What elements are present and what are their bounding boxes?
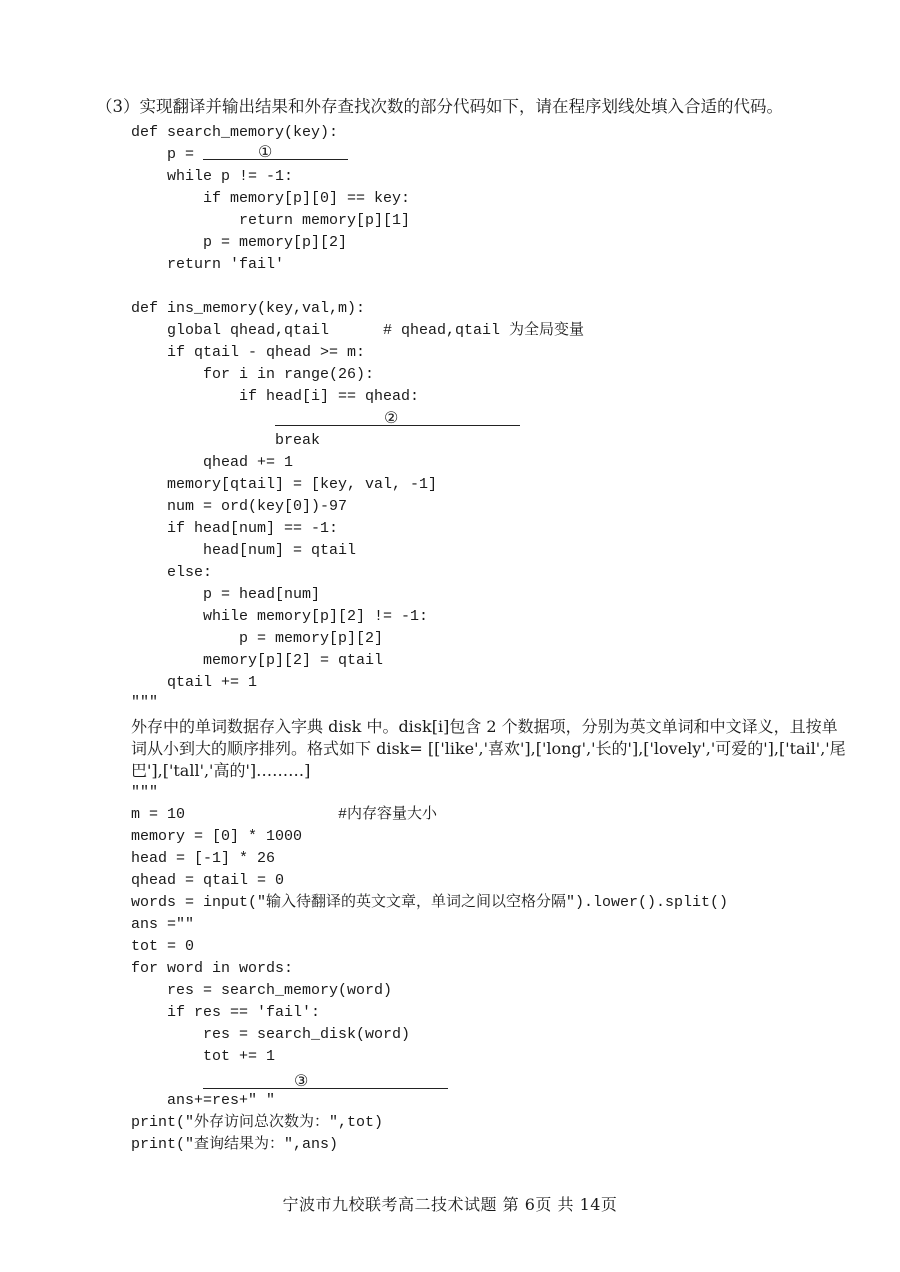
code-line: head[num] = qtail xyxy=(203,542,357,559)
code-line: else: xyxy=(167,564,213,581)
code-line: print("查询结果为：",ans) xyxy=(131,1136,339,1153)
code-line: print("外存访问总次数为：",tot) xyxy=(131,1114,384,1131)
code-line: words = input("输入待翻译的英文文章，单词之间以空格分隔").lower().split() xyxy=(131,894,729,911)
blank-3-label: ③ xyxy=(294,1071,309,1090)
blank-1-label: ① xyxy=(258,142,273,161)
blank-1-line xyxy=(203,143,348,160)
docstring-text: 外存中的单词数据存入字典 disk 中。disk[i]包含 2 个数据项，分别为英文单词和中文译义，且按单词从小到大的顺序排列。格式如下 disk= [['like','喜欢'],['long','长的'],['lovely','可爱的'],['tail','尾巴'],['tall','高的']………] xyxy=(131,717,846,780)
code-line: break xyxy=(275,432,321,449)
code-line: tot = 0 xyxy=(131,938,195,955)
code-line: if res == 'fail': xyxy=(167,1004,321,1021)
code-line: return 'fail' xyxy=(167,256,285,273)
code-line: while p != -1: xyxy=(167,168,294,185)
code-line: ans ="" xyxy=(131,916,195,933)
code-line: for i in range(26): xyxy=(203,366,375,383)
code-line: def search_memory(key): xyxy=(131,124,339,141)
code-line: res = search_disk(word) xyxy=(203,1026,411,1043)
code-line: while memory[p][2] != -1: xyxy=(203,608,429,625)
code-line: p = xyxy=(167,146,204,163)
code-line: p = head[num] xyxy=(203,586,321,603)
question-title: （3）实现翻译并输出结果和外存查找次数的部分代码如下，请在程序划线处填入合适的代码。 xyxy=(96,97,783,116)
code-line: for word in words: xyxy=(131,960,294,977)
code-line: if head[i] == qhead: xyxy=(239,388,420,405)
blank-3-line xyxy=(203,1072,448,1089)
code-line: def ins_memory(key,val,m): xyxy=(131,300,366,317)
page-footer: 宁波市九校联考高二技术试题 第 6页 共 14页 xyxy=(282,1195,618,1214)
code-line: m = 10 #内存容量大小 xyxy=(131,806,438,823)
code-line: ans+=res+" " xyxy=(167,1092,276,1109)
code-line: memory[qtail] = [key, val, -1] xyxy=(167,476,438,493)
code-line: memory[p][2] = qtail xyxy=(203,652,384,669)
code-line: qtail += 1 xyxy=(167,674,258,691)
code-line: tot += 1 xyxy=(203,1048,276,1065)
code-line: memory = [0] * 1000 xyxy=(131,828,303,845)
code-line: qhead = qtail = 0 xyxy=(131,872,285,889)
blank-2-label: ② xyxy=(384,408,399,427)
code-line: p = memory[p][2] xyxy=(239,630,384,647)
code-line: return memory[p][1] xyxy=(239,212,411,229)
code-line: num = ord(key[0])-97 xyxy=(167,498,348,515)
code-line: res = search_memory(word) xyxy=(167,982,393,999)
code-line: global qhead,qtail # qhead,qtail 为全局变量 xyxy=(167,322,585,339)
code-line: head = [-1] * 26 xyxy=(131,850,276,867)
code-line: if memory[p][0] == key: xyxy=(203,190,411,207)
code-line: qhead += 1 xyxy=(203,454,294,471)
docstring-open: """ xyxy=(131,694,159,711)
code-line: if qtail - qhead >= m: xyxy=(167,344,366,361)
docstring-close: """ xyxy=(131,784,159,801)
code-line: if head[num] == -1: xyxy=(167,520,339,537)
code-line: p = memory[p][2] xyxy=(203,234,348,251)
